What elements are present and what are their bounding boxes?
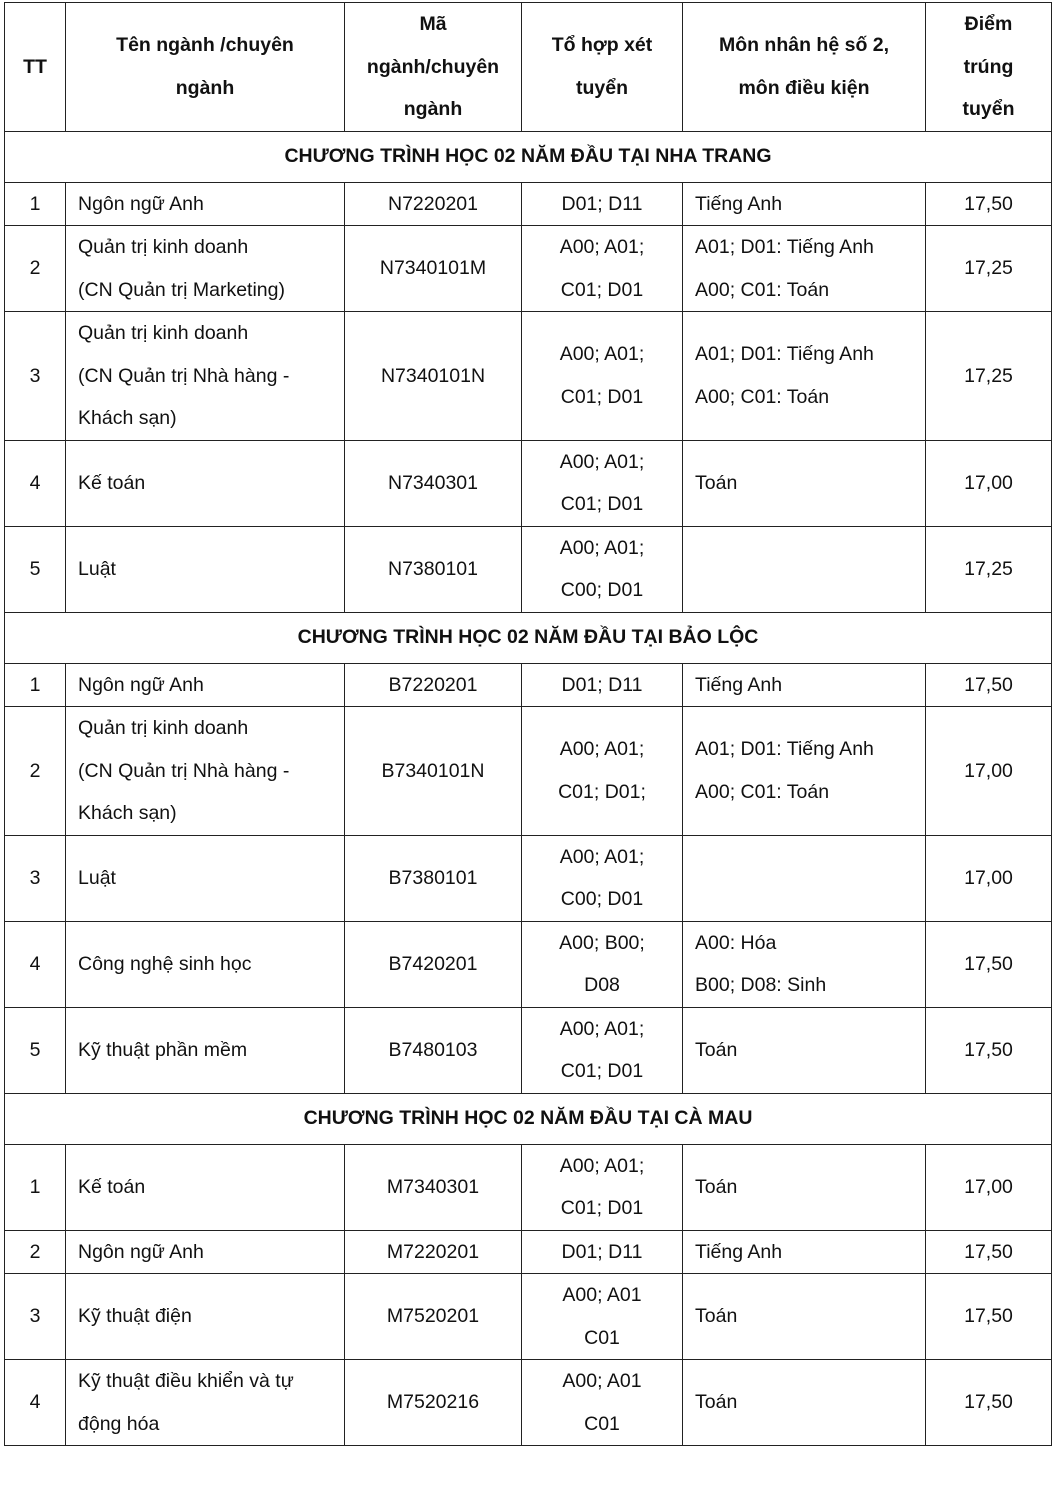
subject-combination: A00; A01; C01; D01 (522, 312, 683, 441)
subject-combination: A00; A01; C01; D01 (522, 440, 683, 526)
admission-score: 17,50 (926, 663, 1052, 707)
table-row (5, 440, 1052, 526)
table-row (5, 707, 1052, 836)
table-row (5, 921, 1052, 1007)
table-row (5, 526, 1052, 612)
subject-combination: D01; D11 (522, 1230, 683, 1274)
subject-combination: A00; A01; C01; D01 (522, 1007, 683, 1093)
admission-score: 17,50 (926, 1274, 1052, 1360)
row-number: 2 (5, 1230, 66, 1274)
major-code: N7340101N (345, 312, 522, 441)
subject-combination: D01; D11 (522, 663, 683, 707)
admission-score: 17,50 (926, 1230, 1052, 1274)
weighted-subject: A01; D01: Tiếng Anh A00; C01: Toán (683, 312, 926, 441)
major-name: Ngôn ngữ Anh (66, 663, 345, 707)
row-number: 4 (5, 440, 66, 526)
row-number: 5 (5, 1007, 66, 1093)
header-row (5, 3, 1052, 132)
weighted-subject: Toán (683, 1007, 926, 1093)
major-code: N7380101 (345, 526, 522, 612)
table-row (5, 835, 1052, 921)
admission-score: 17,25 (926, 526, 1052, 612)
row-number: 2 (5, 707, 66, 836)
major-code: M7220201 (345, 1230, 522, 1274)
row-number: 3 (5, 835, 66, 921)
admission-score: 17,00 (926, 835, 1052, 921)
weighted-subject: Tiếng Anh (683, 663, 926, 707)
major-name: Công nghệ sinh học (66, 921, 345, 1007)
table-row (5, 1360, 1052, 1446)
section-title: CHƯƠNG TRÌNH HỌC 02 NĂM ĐẦU TẠI BẢO LỘC (5, 612, 1052, 663)
row-number: 1 (5, 663, 66, 707)
subject-combination: A00; A01; C01; D01; (522, 707, 683, 836)
weighted-subject: Tiếng Anh (683, 1230, 926, 1274)
weighted-subject: Toán (683, 1360, 926, 1446)
major-name: Luật (66, 835, 345, 921)
subject-combination: A00; B00; D08 (522, 921, 683, 1007)
section-header-row (5, 612, 1052, 663)
subject-combination: A00; A01; C01; D01 (522, 226, 683, 312)
row-number: 1 (5, 1144, 66, 1230)
table-row (5, 663, 1052, 707)
subject-combination: D01; D11 (522, 182, 683, 226)
subject-combination: A00; A01; C00; D01 (522, 835, 683, 921)
weighted-subject (683, 526, 926, 612)
table-row (5, 226, 1052, 312)
major-name: Kỹ thuật phần mềm (66, 1007, 345, 1093)
major-name: Quản trị kinh doanh (CN Quản trị Nhà hàng - Khách sạn) (66, 707, 345, 836)
table-row (5, 182, 1052, 226)
section-header-row (5, 1093, 1052, 1144)
major-name: Kế toán (66, 440, 345, 526)
weighted-subject (683, 835, 926, 921)
major-code: M7340301 (345, 1144, 522, 1230)
table-row (5, 1007, 1052, 1093)
row-number: 5 (5, 526, 66, 612)
major-name: Ngôn ngữ Anh (66, 182, 345, 226)
weighted-subject: A01; D01: Tiếng Anh A00; C01: Toán (683, 707, 926, 836)
major-code: N7340101M (345, 226, 522, 312)
admission-score: 17,50 (926, 1007, 1052, 1093)
major-name: Kế toán (66, 1144, 345, 1230)
weighted-subject: Tiếng Anh (683, 182, 926, 226)
major-code: B7420201 (345, 921, 522, 1007)
weighted-subject: Toán (683, 440, 926, 526)
header-tt: TT (5, 3, 66, 132)
section-header-row (5, 131, 1052, 182)
subject-combination: A00; A01; C01; D01 (522, 1144, 683, 1230)
header-subject-combination: Tổ hợp xét tuyển (522, 3, 683, 132)
major-code: N7340301 (345, 440, 522, 526)
section-title: CHƯƠNG TRÌNH HỌC 02 NĂM ĐẦU TẠI NHA TRANG (5, 131, 1052, 182)
major-code: B7220201 (345, 663, 522, 707)
admission-score: 17,25 (926, 226, 1052, 312)
subject-combination: A00; A01; C00; D01 (522, 526, 683, 612)
major-code: N7220201 (345, 182, 522, 226)
weighted-subject: A00: Hóa B00; D08: Sinh (683, 921, 926, 1007)
admission-score: 17,50 (926, 182, 1052, 226)
weighted-subject: Toán (683, 1274, 926, 1360)
admission-score: 17,50 (926, 1360, 1052, 1446)
table-body (5, 131, 1052, 1446)
admission-score: 17,00 (926, 1144, 1052, 1230)
major-name: Kỹ thuật điều khiển và tự động hóa (66, 1360, 345, 1446)
major-code: M7520216 (345, 1360, 522, 1446)
major-name: Luật (66, 526, 345, 612)
subject-combination: A00; A01 C01 (522, 1274, 683, 1360)
major-code: B7380101 (345, 835, 522, 921)
header-admission-score: Điểm trúng tuyển (926, 3, 1052, 132)
weighted-subject: Toán (683, 1144, 926, 1230)
table-row (5, 1144, 1052, 1230)
table-row (5, 312, 1052, 441)
major-name: Ngôn ngữ Anh (66, 1230, 345, 1274)
major-name: Quản trị kinh doanh (CN Quản trị Marketing) (66, 226, 345, 312)
row-number: 3 (5, 312, 66, 441)
header-weighted-subject: Môn nhân hệ số 2, môn điều kiện (683, 3, 926, 132)
admissions-score-table (4, 2, 1052, 1446)
section-title: CHƯƠNG TRÌNH HỌC 02 NĂM ĐẦU TẠI CÀ MAU (5, 1093, 1052, 1144)
row-number: 4 (5, 921, 66, 1007)
header-major-name: Tên ngành /chuyên ngành (66, 3, 345, 132)
major-code: B7480103 (345, 1007, 522, 1093)
subject-combination: A00; A01 C01 (522, 1360, 683, 1446)
table-row (5, 1230, 1052, 1274)
admission-score: 17,25 (926, 312, 1052, 441)
major-name: Kỹ thuật điện (66, 1274, 345, 1360)
row-number: 3 (5, 1274, 66, 1360)
row-number: 1 (5, 182, 66, 226)
row-number: 2 (5, 226, 66, 312)
header-major-code: Mã ngành/chuyên ngành (345, 3, 522, 132)
major-code: M7520201 (345, 1274, 522, 1360)
admission-score: 17,50 (926, 921, 1052, 1007)
row-number: 4 (5, 1360, 66, 1446)
admission-score: 17,00 (926, 440, 1052, 526)
table-row (5, 1274, 1052, 1360)
major-name: Quản trị kinh doanh (CN Quản trị Nhà hàng - Khách sạn) (66, 312, 345, 441)
admission-score: 17,00 (926, 707, 1052, 836)
major-code: B7340101N (345, 707, 522, 836)
weighted-subject: A01; D01: Tiếng Anh A00; C01: Toán (683, 226, 926, 312)
